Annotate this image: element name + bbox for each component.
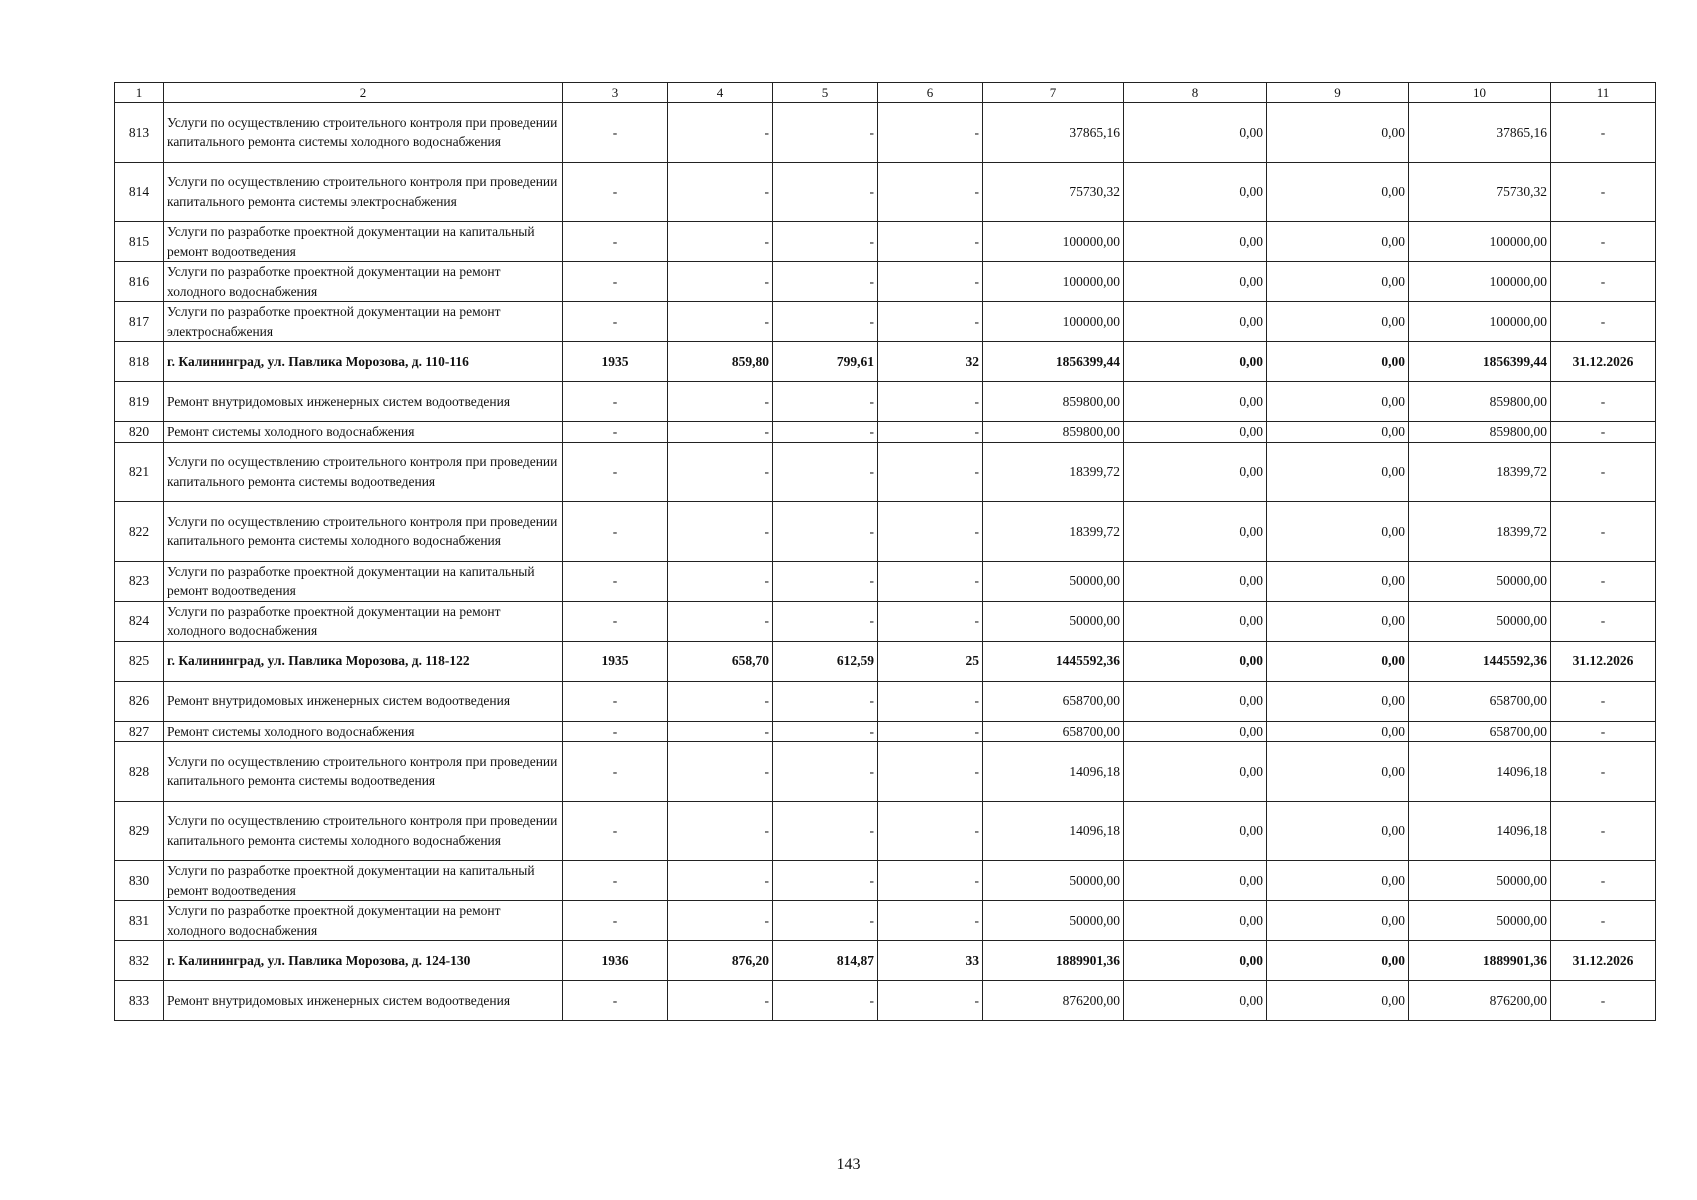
year-built-cell: - xyxy=(563,502,668,562)
column-header: 8 xyxy=(1124,83,1267,103)
living-area-cell: - xyxy=(773,262,878,302)
residents-count-cell: - xyxy=(878,742,983,802)
year-built-cell: 1936 xyxy=(563,941,668,981)
row-number: 831 xyxy=(115,901,164,941)
cost-fund-cell: 0,00 xyxy=(1124,641,1267,681)
residents-count-cell: - xyxy=(878,681,983,721)
cost-owners-cell: 37865,16 xyxy=(1409,103,1551,163)
row-number: 823 xyxy=(115,561,164,601)
cost-fund-cell: 0,00 xyxy=(1124,222,1267,262)
row-description: Услуги по разработке проектной документации на ремонт холодного водоснабжения xyxy=(164,601,563,641)
cost-budget-cell: 0,00 xyxy=(1267,442,1409,502)
deadline-cell: 31.12.2026 xyxy=(1551,641,1656,681)
row-description: Услуги по осуществлению строительного контроля при проведении капитального ремонта системы водоотведения xyxy=(164,742,563,802)
living-area-cell: - xyxy=(773,222,878,262)
total-area-cell: 876,20 xyxy=(668,941,773,981)
total-area-cell: - xyxy=(668,262,773,302)
living-area-cell: - xyxy=(773,502,878,562)
deadline-cell: - xyxy=(1551,981,1656,1021)
row-number: 826 xyxy=(115,681,164,721)
cost-total-cell: 859800,00 xyxy=(983,382,1124,422)
total-area-cell: - xyxy=(668,162,773,222)
living-area-cell: - xyxy=(773,721,878,742)
table-row xyxy=(115,901,1656,941)
table-row xyxy=(115,222,1656,262)
cost-total-cell: 100000,00 xyxy=(983,302,1124,342)
total-area-cell: - xyxy=(668,681,773,721)
cost-total-cell: 658700,00 xyxy=(983,681,1124,721)
cost-owners-cell: 18399,72 xyxy=(1409,442,1551,502)
cost-owners-cell: 876200,00 xyxy=(1409,981,1551,1021)
residents-count-cell: 25 xyxy=(878,641,983,681)
cost-fund-cell: 0,00 xyxy=(1124,561,1267,601)
table-row xyxy=(115,103,1656,163)
year-built-cell: - xyxy=(563,861,668,901)
deadline-cell: - xyxy=(1551,801,1656,861)
living-area-cell: - xyxy=(773,601,878,641)
column-header: 1 xyxy=(115,83,164,103)
row-description: Ремонт внутридомовых инженерных систем водоотведения xyxy=(164,382,563,422)
cost-total-cell: 859800,00 xyxy=(983,422,1124,443)
residents-count-cell: - xyxy=(878,103,983,163)
header-row xyxy=(115,83,1656,103)
cost-total-cell: 1889901,36 xyxy=(983,941,1124,981)
deadline-cell: - xyxy=(1551,601,1656,641)
year-built-cell: - xyxy=(563,981,668,1021)
table-row xyxy=(115,382,1656,422)
row-description: Услуги по осуществлению строительного контроля при проведении капитального ремонта системы холодного водоснабжения xyxy=(164,103,563,163)
total-area-cell: - xyxy=(668,302,773,342)
deadline-cell: - xyxy=(1551,681,1656,721)
cost-total-cell: 37865,16 xyxy=(983,103,1124,163)
table-row xyxy=(115,342,1656,382)
cost-owners-cell: 50000,00 xyxy=(1409,901,1551,941)
cost-budget-cell: 0,00 xyxy=(1267,981,1409,1021)
residents-count-cell: - xyxy=(878,302,983,342)
row-description: г. Калининград, ул. Павлика Морозова, д. 124-130 xyxy=(164,941,563,981)
row-number: 815 xyxy=(115,222,164,262)
cost-fund-cell: 0,00 xyxy=(1124,382,1267,422)
cost-fund-cell: 0,00 xyxy=(1124,342,1267,382)
table-row xyxy=(115,861,1656,901)
row-description: Услуги по осуществлению строительного контроля при проведении капитального ремонта системы водоотведения xyxy=(164,442,563,502)
column-header: 3 xyxy=(563,83,668,103)
cost-owners-cell: 100000,00 xyxy=(1409,222,1551,262)
deadline-cell: - xyxy=(1551,103,1656,163)
total-area-cell: - xyxy=(668,721,773,742)
table-row xyxy=(115,422,1656,443)
cost-budget-cell: 0,00 xyxy=(1267,302,1409,342)
row-number: 819 xyxy=(115,382,164,422)
cost-fund-cell: 0,00 xyxy=(1124,442,1267,502)
row-description: Услуги по разработке проектной документации на капитальный ремонт водоотведения xyxy=(164,861,563,901)
cost-fund-cell: 0,00 xyxy=(1124,981,1267,1021)
residents-count-cell: - xyxy=(878,262,983,302)
cost-owners-cell: 859800,00 xyxy=(1409,382,1551,422)
row-description: г. Калининград, ул. Павлика Морозова, д. 118-122 xyxy=(164,641,563,681)
residents-count-cell: - xyxy=(878,601,983,641)
living-area-cell: - xyxy=(773,981,878,1021)
cost-fund-cell: 0,00 xyxy=(1124,302,1267,342)
cost-budget-cell: 0,00 xyxy=(1267,721,1409,742)
cost-fund-cell: 0,00 xyxy=(1124,601,1267,641)
cost-fund-cell: 0,00 xyxy=(1124,162,1267,222)
living-area-cell: 814,87 xyxy=(773,941,878,981)
row-number: 822 xyxy=(115,502,164,562)
cost-owners-cell: 14096,18 xyxy=(1409,801,1551,861)
table-row xyxy=(115,941,1656,981)
table-row xyxy=(115,442,1656,502)
cost-owners-cell: 75730,32 xyxy=(1409,162,1551,222)
residents-count-cell: - xyxy=(878,162,983,222)
year-built-cell: - xyxy=(563,601,668,641)
cost-owners-cell: 1889901,36 xyxy=(1409,941,1551,981)
row-description: Услуги по разработке проектной документации на ремонт электроснабжения xyxy=(164,302,563,342)
residents-count-cell: 32 xyxy=(878,342,983,382)
table-row xyxy=(115,981,1656,1021)
cost-budget-cell: 0,00 xyxy=(1267,422,1409,443)
total-area-cell: - xyxy=(668,861,773,901)
residents-count-cell: - xyxy=(878,382,983,422)
cost-total-cell: 18399,72 xyxy=(983,442,1124,502)
table-row xyxy=(115,162,1656,222)
cost-fund-cell: 0,00 xyxy=(1124,262,1267,302)
row-number: 821 xyxy=(115,442,164,502)
row-description: Услуги по разработке проектной документации на капитальный ремонт водоотведения xyxy=(164,561,563,601)
year-built-cell: - xyxy=(563,681,668,721)
cost-total-cell: 658700,00 xyxy=(983,721,1124,742)
residents-count-cell: - xyxy=(878,801,983,861)
year-built-cell: - xyxy=(563,801,668,861)
living-area-cell: 799,61 xyxy=(773,342,878,382)
deadline-cell: - xyxy=(1551,442,1656,502)
living-area-cell: - xyxy=(773,103,878,163)
living-area-cell: - xyxy=(773,561,878,601)
row-number: 827 xyxy=(115,721,164,742)
table-row xyxy=(115,641,1656,681)
table-row xyxy=(115,561,1656,601)
cost-owners-cell: 1445592,36 xyxy=(1409,641,1551,681)
cost-owners-cell: 859800,00 xyxy=(1409,422,1551,443)
table-row xyxy=(115,601,1656,641)
cost-budget-cell: 0,00 xyxy=(1267,342,1409,382)
cost-total-cell: 14096,18 xyxy=(983,742,1124,802)
residents-count-cell: - xyxy=(878,861,983,901)
cost-total-cell: 100000,00 xyxy=(983,262,1124,302)
living-area-cell: - xyxy=(773,901,878,941)
total-area-cell: - xyxy=(668,502,773,562)
row-number: 813 xyxy=(115,103,164,163)
cost-owners-cell: 100000,00 xyxy=(1409,302,1551,342)
cost-total-cell: 50000,00 xyxy=(983,861,1124,901)
total-area-cell: - xyxy=(668,561,773,601)
cost-fund-cell: 0,00 xyxy=(1124,941,1267,981)
table-row xyxy=(115,721,1656,742)
deadline-cell: - xyxy=(1551,162,1656,222)
column-header: 7 xyxy=(983,83,1124,103)
living-area-cell: - xyxy=(773,302,878,342)
total-area-cell: - xyxy=(668,742,773,802)
cost-fund-cell: 0,00 xyxy=(1124,801,1267,861)
cost-budget-cell: 0,00 xyxy=(1267,681,1409,721)
year-built-cell: - xyxy=(563,422,668,443)
column-header: 11 xyxy=(1551,83,1656,103)
cost-fund-cell: 0,00 xyxy=(1124,422,1267,443)
cost-total-cell: 75730,32 xyxy=(983,162,1124,222)
total-area-cell: - xyxy=(668,601,773,641)
total-area-cell: - xyxy=(668,103,773,163)
year-built-cell: - xyxy=(563,561,668,601)
cost-budget-cell: 0,00 xyxy=(1267,222,1409,262)
row-description: Ремонт системы холодного водоснабжения xyxy=(164,721,563,742)
deadline-cell: - xyxy=(1551,901,1656,941)
living-area-cell: - xyxy=(773,442,878,502)
residents-count-cell: - xyxy=(878,901,983,941)
total-area-cell: 859,80 xyxy=(668,342,773,382)
row-description: Услуги по разработке проектной документации на ремонт холодного водоснабжения xyxy=(164,262,563,302)
cost-fund-cell: 0,00 xyxy=(1124,681,1267,721)
cost-owners-cell: 18399,72 xyxy=(1409,502,1551,562)
cost-total-cell: 14096,18 xyxy=(983,801,1124,861)
row-description: Услуги по разработке проектной документации на капитальный ремонт водоотведения xyxy=(164,222,563,262)
row-number: 820 xyxy=(115,422,164,443)
row-number: 814 xyxy=(115,162,164,222)
cost-owners-cell: 50000,00 xyxy=(1409,601,1551,641)
cost-owners-cell: 50000,00 xyxy=(1409,561,1551,601)
row-number: 830 xyxy=(115,861,164,901)
cost-budget-cell: 0,00 xyxy=(1267,382,1409,422)
column-header: 2 xyxy=(164,83,563,103)
residents-count-cell: - xyxy=(878,981,983,1021)
cost-fund-cell: 0,00 xyxy=(1124,861,1267,901)
deadline-cell: - xyxy=(1551,302,1656,342)
row-description: Услуги по осуществлению строительного контроля при проведении капитального ремонта системы холодного водоснабжения xyxy=(164,801,563,861)
year-built-cell: - xyxy=(563,103,668,163)
cost-total-cell: 18399,72 xyxy=(983,502,1124,562)
deadline-cell: - xyxy=(1551,422,1656,443)
deadline-cell: 31.12.2026 xyxy=(1551,941,1656,981)
year-built-cell: - xyxy=(563,901,668,941)
row-description: Ремонт внутридомовых инженерных систем водоотведения xyxy=(164,981,563,1021)
row-description: г. Калининград, ул. Павлика Морозова, д. 110-116 xyxy=(164,342,563,382)
table-row xyxy=(115,262,1656,302)
residents-count-cell: 33 xyxy=(878,941,983,981)
total-area-cell: - xyxy=(668,442,773,502)
total-area-cell: - xyxy=(668,801,773,861)
column-header: 4 xyxy=(668,83,773,103)
cost-fund-cell: 0,00 xyxy=(1124,901,1267,941)
repair-schedule-table xyxy=(114,82,1656,1021)
cost-total-cell: 1856399,44 xyxy=(983,342,1124,382)
cost-budget-cell: 0,00 xyxy=(1267,641,1409,681)
living-area-cell: - xyxy=(773,681,878,721)
deadline-cell: - xyxy=(1551,721,1656,742)
row-number: 829 xyxy=(115,801,164,861)
cost-total-cell: 1445592,36 xyxy=(983,641,1124,681)
year-built-cell: - xyxy=(563,721,668,742)
cost-budget-cell: 0,00 xyxy=(1267,861,1409,901)
row-description: Ремонт внутридомовых инженерных систем водоотведения xyxy=(164,681,563,721)
year-built-cell: - xyxy=(563,162,668,222)
cost-budget-cell: 0,00 xyxy=(1267,742,1409,802)
table-row xyxy=(115,302,1656,342)
residents-count-cell: - xyxy=(878,561,983,601)
row-number: 833 xyxy=(115,981,164,1021)
cost-budget-cell: 0,00 xyxy=(1267,103,1409,163)
living-area-cell: - xyxy=(773,742,878,802)
cost-budget-cell: 0,00 xyxy=(1267,601,1409,641)
row-number: 818 xyxy=(115,342,164,382)
year-built-cell: 1935 xyxy=(563,641,668,681)
row-description: Услуги по разработке проектной документации на ремонт холодного водоснабжения xyxy=(164,901,563,941)
total-area-cell: - xyxy=(668,901,773,941)
year-built-cell: - xyxy=(563,382,668,422)
deadline-cell: - xyxy=(1551,502,1656,562)
cost-owners-cell: 100000,00 xyxy=(1409,262,1551,302)
total-area-cell: - xyxy=(668,382,773,422)
living-area-cell: - xyxy=(773,422,878,443)
deadline-cell: - xyxy=(1551,262,1656,302)
row-description: Ремонт системы холодного водоснабжения xyxy=(164,422,563,443)
total-area-cell: - xyxy=(668,422,773,443)
cost-total-cell: 876200,00 xyxy=(983,981,1124,1021)
cost-total-cell: 50000,00 xyxy=(983,561,1124,601)
row-number: 824 xyxy=(115,601,164,641)
residents-count-cell: - xyxy=(878,222,983,262)
cost-fund-cell: 0,00 xyxy=(1124,742,1267,802)
total-area-cell: 658,70 xyxy=(668,641,773,681)
deadline-cell: - xyxy=(1551,742,1656,802)
cost-fund-cell: 0,00 xyxy=(1124,502,1267,562)
deadline-cell: - xyxy=(1551,861,1656,901)
residents-count-cell: - xyxy=(878,422,983,443)
row-number: 817 xyxy=(115,302,164,342)
cost-budget-cell: 0,00 xyxy=(1267,561,1409,601)
cost-owners-cell: 658700,00 xyxy=(1409,681,1551,721)
deadline-cell: - xyxy=(1551,561,1656,601)
cost-owners-cell: 658700,00 xyxy=(1409,721,1551,742)
row-description: Услуги по осуществлению строительного контроля при проведении капитального ремонта системы электроснабжения xyxy=(164,162,563,222)
cost-budget-cell: 0,00 xyxy=(1267,901,1409,941)
row-number: 832 xyxy=(115,941,164,981)
table-row xyxy=(115,742,1656,802)
row-description: Услуги по осуществлению строительного контроля при проведении капитального ремонта системы холодного водоснабжения xyxy=(164,502,563,562)
cost-total-cell: 100000,00 xyxy=(983,222,1124,262)
residents-count-cell: - xyxy=(878,442,983,502)
row-number: 816 xyxy=(115,262,164,302)
year-built-cell: - xyxy=(563,222,668,262)
year-built-cell: - xyxy=(563,442,668,502)
total-area-cell: - xyxy=(668,981,773,1021)
residents-count-cell: - xyxy=(878,502,983,562)
row-number: 828 xyxy=(115,742,164,802)
year-built-cell: 1935 xyxy=(563,342,668,382)
table-row xyxy=(115,801,1656,861)
cost-owners-cell: 14096,18 xyxy=(1409,742,1551,802)
cost-budget-cell: 0,00 xyxy=(1267,162,1409,222)
deadline-cell: - xyxy=(1551,222,1656,262)
living-area-cell: - xyxy=(773,861,878,901)
cost-budget-cell: 0,00 xyxy=(1267,262,1409,302)
deadline-cell: - xyxy=(1551,382,1656,422)
column-header: 5 xyxy=(773,83,878,103)
cost-owners-cell: 1856399,44 xyxy=(1409,342,1551,382)
living-area-cell: 612,59 xyxy=(773,641,878,681)
cost-total-cell: 50000,00 xyxy=(983,601,1124,641)
table-row xyxy=(115,681,1656,721)
residents-count-cell: - xyxy=(878,721,983,742)
total-area-cell: - xyxy=(668,222,773,262)
deadline-cell: 31.12.2026 xyxy=(1551,342,1656,382)
row-number: 825 xyxy=(115,641,164,681)
year-built-cell: - xyxy=(563,742,668,802)
column-header: 9 xyxy=(1267,83,1409,103)
column-header: 6 xyxy=(878,83,983,103)
living-area-cell: - xyxy=(773,801,878,861)
year-built-cell: - xyxy=(563,262,668,302)
cost-fund-cell: 0,00 xyxy=(1124,103,1267,163)
living-area-cell: - xyxy=(773,162,878,222)
column-header: 10 xyxy=(1409,83,1551,103)
year-built-cell: - xyxy=(563,302,668,342)
cost-budget-cell: 0,00 xyxy=(1267,941,1409,981)
page-number: 143 xyxy=(836,1156,861,1173)
cost-fund-cell: 0,00 xyxy=(1124,721,1267,742)
cost-owners-cell: 50000,00 xyxy=(1409,861,1551,901)
table-row xyxy=(115,502,1656,562)
cost-total-cell: 50000,00 xyxy=(983,901,1124,941)
living-area-cell: - xyxy=(773,382,878,422)
cost-budget-cell: 0,00 xyxy=(1267,502,1409,562)
cost-budget-cell: 0,00 xyxy=(1267,801,1409,861)
